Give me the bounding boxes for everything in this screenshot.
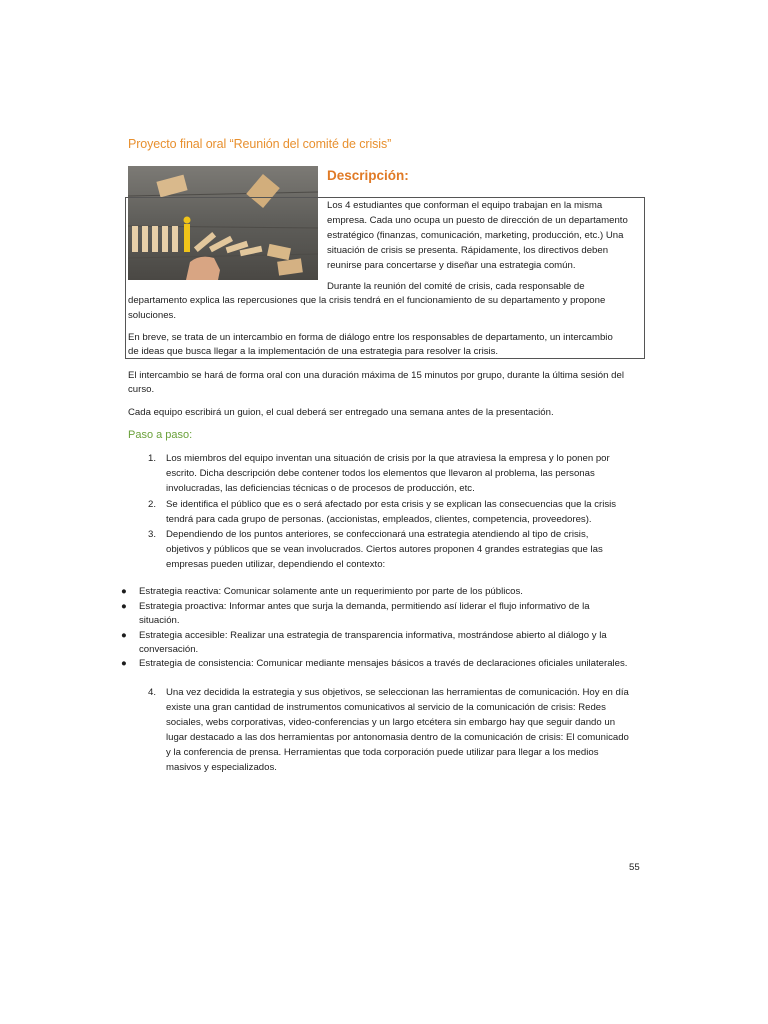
step-line: y la conferencia de prensa. Herramientas que toda corporación puede utilizar para llegar a los medios <box>166 747 599 758</box>
description-line: Durante la reunión del comité de crisis, cada responsable de <box>327 281 585 292</box>
step-line: masivos y especializados. <box>166 762 277 773</box>
body-line: Cada equipo escribirá un guion, el cual deberá ser entregado una semana antes de la presentación. <box>128 407 554 418</box>
bullet-icon: ● <box>121 601 127 612</box>
step-number: 4. <box>148 687 157 698</box>
step-number: 1. <box>148 453 157 464</box>
step-line: sociales, webs corporativas, video-conferencias y un largo etcétera sin embargo hay que seguir dando un <box>166 717 616 728</box>
page-number: 55 <box>629 862 640 873</box>
strategy-line: conversación. <box>139 644 199 655</box>
description-line: situación de crisis se presenta. Rápidamente, los directivos deben <box>327 245 609 256</box>
step-line: existe una gran cantidad de instrumentos comunicativos al servicio de la comunicación de crisis: Redes <box>166 702 606 713</box>
steps-heading: Paso a paso: <box>128 429 193 441</box>
body-line: El intercambio se hará de forma oral con una duración máxima de 15 minutos por grupo, durante la última sesión del <box>128 370 624 381</box>
description-line: Los 4 estudiantes que conforman el equipo trabajan en la misma <box>327 200 603 211</box>
bullet-icon: ● <box>121 630 127 641</box>
description-line: empresa. Cada uno ocupa un puesto de dirección de un departamento <box>327 215 628 226</box>
strategy-line: Estrategia accesible: Realizar una estrategia de transparencia informativa, mostrándose abierto al diálogo y la <box>139 630 607 641</box>
description-line: de ideas que busca llegar a la implementación de una estrategia para resolver la crisis. <box>128 346 499 357</box>
step-line: escrito. Dicha descripción debe contener todos los elementos que llevaron al problema, las personas <box>166 468 595 479</box>
step-line: involucradas, las deficiencias técnicas o de procesos de producción, etc. <box>166 483 475 494</box>
step-line: lugar destacado a las dos herramientas por antonomasia dentro de la comunicación de crisis: El comunicado <box>166 732 629 743</box>
step-line: objetivos y públicos que se vean involucrados. Ciertos autores proponen 4 grandes estrategias que las <box>166 544 603 555</box>
description-line: reunirse para concertarse y diseñar una estrategia común. <box>327 260 576 271</box>
step-line: Se identifica el público que es o será afectado por esta crisis y se explican las consecuencias que la crisis <box>166 499 617 510</box>
description-line: estratégico (finanzas, comunicación, marketing, producción, etc.) Una <box>327 230 624 241</box>
description-line: departamento explica las repercusiones que la crisis tendrá en el funcionamiento de su departamento y propone <box>128 295 606 306</box>
step-number: 2. <box>148 499 157 510</box>
step-line: Dependiendo de los puntos anteriores, se confeccionará una estrategia atendiendo al tipo de crisis, <box>166 529 589 540</box>
strategy-line: situación. <box>139 615 180 626</box>
strategy-line: Estrategia reactiva: Comunicar solamente ante un requerimiento por parte de los públicos. <box>139 586 523 597</box>
step-line: Una vez decidida la estrategia y sus objetivos, se seleccionan las herramientas de comunicación. Hoy en día <box>166 687 629 698</box>
step-line: empresas pueden utilizar, dependiendo el contexto: <box>166 559 386 570</box>
step-line: Los miembros del equipo inventan una situación de crisis por la que atraviesa la empresa y lo ponen por <box>166 453 610 464</box>
bullet-icon: ● <box>121 586 127 597</box>
step-line: tendrá para cada grupo de personas. (accionistas, empleados, clientes, competencia, proveedores). <box>166 514 592 525</box>
body-line: curso. <box>128 384 155 395</box>
description-line: En breve, se trata de un intercambio en forma de diálogo entre los responsables de departamento, un intercambio <box>128 332 613 343</box>
strategy-line: Estrategia proactiva: Informar antes que surja la demanda, permitiendo así liderar el flujo informativo de la <box>139 601 590 612</box>
description-line: soluciones. <box>128 310 176 321</box>
bullet-icon: ● <box>121 658 127 669</box>
step-number: 3. <box>148 529 157 540</box>
strategy-line: Estrategia de consistencia: Comunicar mediante mensajes básicos a través de declaraciones oficiales unilaterales. <box>139 658 628 669</box>
description-heading: Descripción: <box>327 168 409 183</box>
page-title: Proyecto final oral “Reunión del comité de crisis” <box>128 137 392 151</box>
